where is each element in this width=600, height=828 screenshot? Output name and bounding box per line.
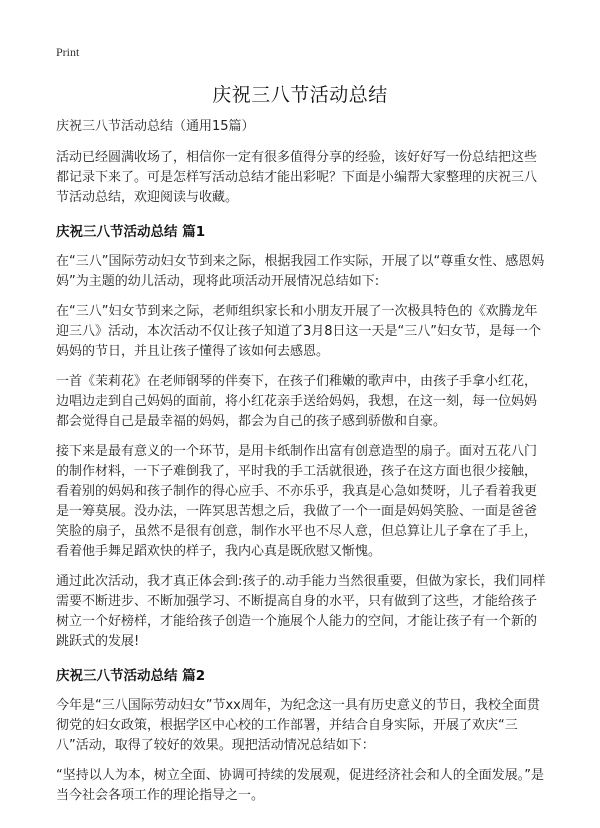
section-paragraph: 在“三八”国际劳动妇女节到来之际，根据我园工作实际，开展了以“尊重女性、感恩妈妈”为主题的幼儿活动，现将此项活动开展情况总结如下: [56,254,545,289]
section-paragraph: 今年是“三八国际劳动妇女”节xx周年，为纪念这一具有历史意义的节日，我校全面贯彻党的妇女政策，根据学区中心校的工作部署，并结合自身实际，开展了欢庆“三八”活动，取得了较好的效果。现把活动情况总结如下： [56,698,540,753]
section-heading: 庆祝三八节活动总结 篇2 [56,668,206,684]
section-paragraph: 接下来是最有意义的一个环节，是用卡纸制作出富有创意造型的扇子。面对五花八门的制作材料，一下子难倒我了，平时我的手工活就很逊，孩子在这方面也很少接触，看着别的妈妈和孩子制作的得心应手、不亦乐乎，我真是心急如焚呀，儿子看着我更是一筹莫展。没办法，一阵冥思苦想之后，我做了一个一面是妈妈笑脸、一面是爸爸笑脸的扇子，虽然不是很有创意，制作水平也不尽人意，但总算让儿子拿在了手上，看着他手舞足蹈欢快的样子，我内心真是既欣慰又惭愧。 [56,444,538,559]
section-paragraph: 通过此次活动，我才真正体会到:孩子的.动手能力当然很重要，但做为家长，我们同样需要不断进步、不断加强学习、不断提高自身的水平，只有做到了这些，才能给孩子树立一个好榜样，才能给孩子创造一个施展个人能力的空间，才能让孩子有一个新的跳跃式的发展! [56,574,546,649]
intro-paragraph: 活动已经圆满收场了，相信你一定有很多值得分享的经验，该好好写一份总结把这些都记录下来了。可是怎样写活动总结才能出彩呢？下面是小编帮大家整理的庆祝三八节活动总结，欢迎阅读与收藏。 [56,150,538,205]
section-paragraph: 一首《茉莉花》在老师钢琴的伴奏下，在孩子们稚嫩的歌声中，由孩子手拿小红花，边唱边走到自己妈妈的面前，将小红花亲手送给妈妈，我想，在这一刻，每一位妈妈都会觉得自己是最幸福的妈妈，都会为自己的孩子感到骄傲和自豪。 [56,374,538,429]
document-subtitle: 庆祝三八节活动总结（通用15篇） [56,119,255,134]
print-link[interactable]: Print [56,45,80,59]
section-paragraph: “坚持以人为本，树立全面、协调可持续的发展观，促进经济社会和人的全面发展。”是当今社会各项工作的理论指导之一。 [56,768,544,803]
section-paragraph: 在“三八”妇女节到来之际，老师组织家长和小朋友开展了一次极具特色的《欢腾龙年迎三八》活动，本次活动不仅让孩子知道了3月8日这一天是“三八”妇女节，是每一个妈妈的节日，并且让孩子懂得了该如何去感恩。 [56,304,542,359]
section-heading: 庆祝三八节活动总结 篇1 [56,224,206,240]
document-title: 庆祝三八节活动总结 [212,84,388,106]
document-body [56,117,546,816]
